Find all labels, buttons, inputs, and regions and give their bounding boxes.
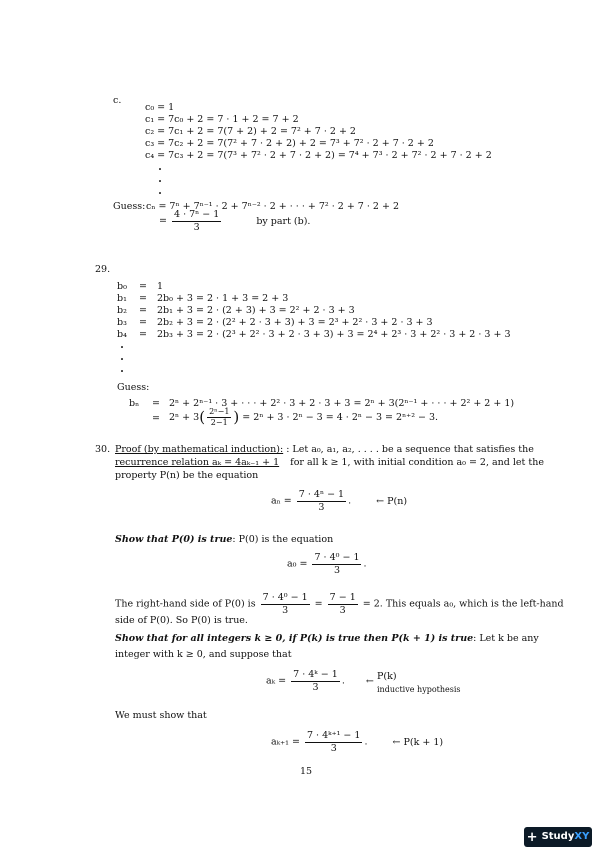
p29-guess-label: Guess:: [117, 382, 150, 393]
fraction-numerator: 4 · 7ⁿ − 1: [174, 209, 220, 220]
p-k-label: P(k): [377, 671, 397, 682]
ellipsis-dot: [159, 192, 161, 194]
fraction-denominator: 3: [282, 604, 289, 616]
fraction-numerator: 7 · 4ᵏ − 1: [293, 669, 338, 680]
p30-intro-line-3: property P(n) be the equation: [115, 470, 259, 481]
p29-row-2-eq: =: [139, 305, 147, 316]
p29-row-2-rhs: 2b₁ + 3 = 2 · (2 + 3) + 3 = 2² + 2 · 3 + 3: [157, 305, 355, 316]
rhs-text-c: side of P(0). So P(0) is true.: [115, 615, 248, 626]
equals-sign: =: [159, 215, 167, 227]
intro-b: for all k ≥ 1, with initial condition a₀ = 2, and let the: [290, 457, 544, 468]
problem-30-number: 30.: [95, 444, 111, 455]
recurrence-relation: recurrence relation aₖ = 4aₖ₋₁ + 1: [115, 457, 280, 468]
eq-tail: .: [364, 736, 368, 748]
p29-row-1-eq: =: [139, 293, 147, 304]
problem-29-number: 29.: [95, 264, 111, 275]
watermark-text: StudyXY: [541, 831, 590, 842]
fraction: [328, 593, 358, 615]
ellipsis-dot: [121, 370, 123, 372]
fraction-denominator: 3: [330, 742, 337, 754]
equation-p-n: [271, 490, 407, 512]
p29-row-3-rhs: 2b₂ + 3 = 2 · (2² + 2 · 3 + 3) + 3 = 2³ + 2² · 3 + 2 · 3 + 3: [157, 317, 433, 328]
left-paren: (: [199, 408, 206, 426]
rhs-text-a: The right-hand side of P(0) is: [115, 598, 256, 610]
show-pk-line-2: integer with k ≥ 0, and suppose that: [115, 649, 292, 660]
fraction: [207, 408, 231, 427]
part-c-line-3: c₃ = 7c₂ + 2 = 7(7² + 7 · 2 + 2) + 2 = 7³ + 7² · 2 + 7 · 2 + 2: [145, 138, 434, 149]
eq-arrow-label: ← P(k + 1): [392, 736, 444, 748]
p29-row-0-lhs: b₀: [117, 281, 127, 292]
part-c-guess-line: cₙ = 7ⁿ + 7ⁿ⁻¹ · 2 + 7ⁿ⁻² · 2 + · · · + 7² · 2 + 7 · 2 + 2: [146, 201, 399, 212]
eq-tail: .: [348, 495, 352, 507]
studyxy-watermark[interactable]: [524, 827, 592, 847]
part-c-line-1: c₁ = 7c₀ + 2 = 7 · 1 + 2 = 7 + 2: [145, 114, 299, 125]
part-c-line-2: c₂ = 7c₁ + 2 = 7(7 + 2) + 2 = 7² + 7 · 2 + 2: [145, 126, 356, 137]
right-paren: ): [233, 408, 240, 426]
part-c-guess-result: [159, 210, 310, 232]
p29-row-0-rhs: 1: [157, 281, 164, 292]
show-p0-line: [115, 535, 333, 545]
eq-lhs: a₀ =: [287, 558, 308, 570]
rhs-check-line: [115, 593, 564, 615]
equals-sign: =: [314, 598, 323, 610]
fraction-numerator: 7 · 4ᵏ⁺¹ − 1: [306, 730, 361, 741]
p29-row-3-eq: =: [139, 317, 147, 328]
guess-note: by part (b).: [256, 215, 311, 227]
show-p0-text: : P(0) is the equation: [232, 534, 334, 545]
show-pk-text: : Let k be any: [473, 633, 539, 644]
inductive-hypothesis-label: inductive hypothesis: [377, 685, 461, 694]
p29-guess-lhs: bₙ: [129, 398, 140, 409]
eq-tail: .: [363, 558, 367, 570]
p29-guess-rhs2-a: 2ⁿ + 3: [169, 412, 200, 423]
part-c-line-4: c₄ = 7c₃ + 2 = 7(7³ + 7² · 2 + 7 · 2 + 2) = 7⁴ + 7³ · 2 + 7² · 2 + 7 · 2 + 2: [145, 150, 492, 161]
p29-guess-rhs1: 2ⁿ + 2ⁿ⁻¹ · 3 + · · · + 2² · 3 + 2 · 3 + 3 = 2ⁿ + 3(2ⁿ⁻¹ + · · · + 2² + 2 + 1): [169, 398, 515, 409]
p29-row-4-rhs: 2b₃ + 3 = 2 · (2³ + 2² · 3 + 2 · 3 + 3) + 3 = 2⁴ + 2³ · 3 + 2² · 3 + 2 · 3 + 3: [157, 329, 511, 340]
fraction-denominator: 3: [312, 681, 319, 693]
part-c-line-0: c₀ = 1: [145, 102, 175, 113]
p29-row-1-rhs: 2b₀ + 3 = 2 · 1 + 3 = 2 + 3: [157, 293, 289, 304]
show-pk-title: Show that for all integers k ≥ 0, if P(k) is true then P(k + 1) is true: [115, 633, 474, 644]
eq-lhs: aₖ =: [266, 675, 287, 687]
p29-row-4-lhs: b₄: [117, 329, 127, 340]
equation-p-k: [266, 670, 374, 692]
p30-intro-line-1: [115, 445, 534, 455]
fraction: [261, 593, 310, 615]
p29-row-3-lhs: b₃: [117, 317, 127, 328]
equation-p-k-plus-1: [271, 731, 443, 753]
show-pk-line: [115, 634, 539, 644]
fraction-numerator: 7 · 4ⁿ − 1: [298, 489, 345, 500]
ellipsis-dot: [159, 168, 161, 170]
fraction: [297, 490, 346, 512]
proof-label: Proof (by mathematical induction):: [115, 444, 284, 455]
must-show-text: We must show that: [115, 710, 207, 721]
fraction-denominator: 3: [339, 604, 346, 616]
plus-icon: +: [526, 829, 538, 845]
fraction-denominator: 2−1: [210, 418, 228, 427]
p29-guess-rhs2-b: = 2ⁿ + 3 · 2ⁿ − 3 = 4 · 2ⁿ − 3 = 2ⁿ⁺² − 3.: [242, 412, 439, 423]
fraction-denominator: 3: [318, 501, 325, 513]
part-c-label: c.: [113, 95, 122, 106]
p29-row-4-eq: =: [139, 329, 147, 340]
fraction: [291, 670, 340, 692]
fraction-denominator: 3: [193, 221, 200, 233]
fraction-denominator: 3: [333, 564, 340, 576]
eq-tail: .: [341, 675, 345, 687]
fraction-numerator: 7 · 4⁰ − 1: [262, 592, 308, 603]
fraction: [312, 553, 361, 575]
left-arrow: ←: [365, 675, 374, 687]
fraction-numerator: 2ⁿ−1: [209, 407, 230, 416]
intro-a: : Let a₀, a₁, a₂, . . . . be a sequence that satisfies the: [286, 444, 534, 455]
equation-p-0: [287, 553, 367, 575]
p29-guess-rhs2: [169, 408, 438, 427]
fraction: [305, 731, 362, 753]
eq-lhs: aₖ₊₁ =: [271, 736, 300, 748]
ellipsis-dot: [159, 180, 161, 182]
show-p0-title: Show that P(0) is true: [115, 534, 233, 545]
ellipsis-dot: [121, 346, 123, 348]
part-c-guess-label: Guess:: [113, 201, 146, 212]
eq-arrow-label: ← P(n): [376, 495, 408, 507]
p29-row-1-lhs: b₁: [117, 293, 127, 304]
fraction-numerator: 7 − 1: [329, 592, 356, 603]
p29-guess-eq1: =: [152, 398, 160, 409]
rhs-text-b: = 2. This equals a₀, which is the left-hand: [362, 598, 564, 610]
page-number: 15: [300, 766, 313, 777]
fraction-numerator: 7 · 4⁰ − 1: [314, 552, 360, 563]
p29-row-0-eq: =: [139, 281, 147, 292]
fraction: [172, 210, 221, 232]
eq-lhs: aₙ =: [271, 495, 292, 507]
p29-guess-eq2: =: [152, 413, 160, 424]
p30-intro-line-2: [115, 458, 544, 468]
ellipsis-dot: [121, 358, 123, 360]
p29-row-2-lhs: b₂: [117, 305, 127, 316]
